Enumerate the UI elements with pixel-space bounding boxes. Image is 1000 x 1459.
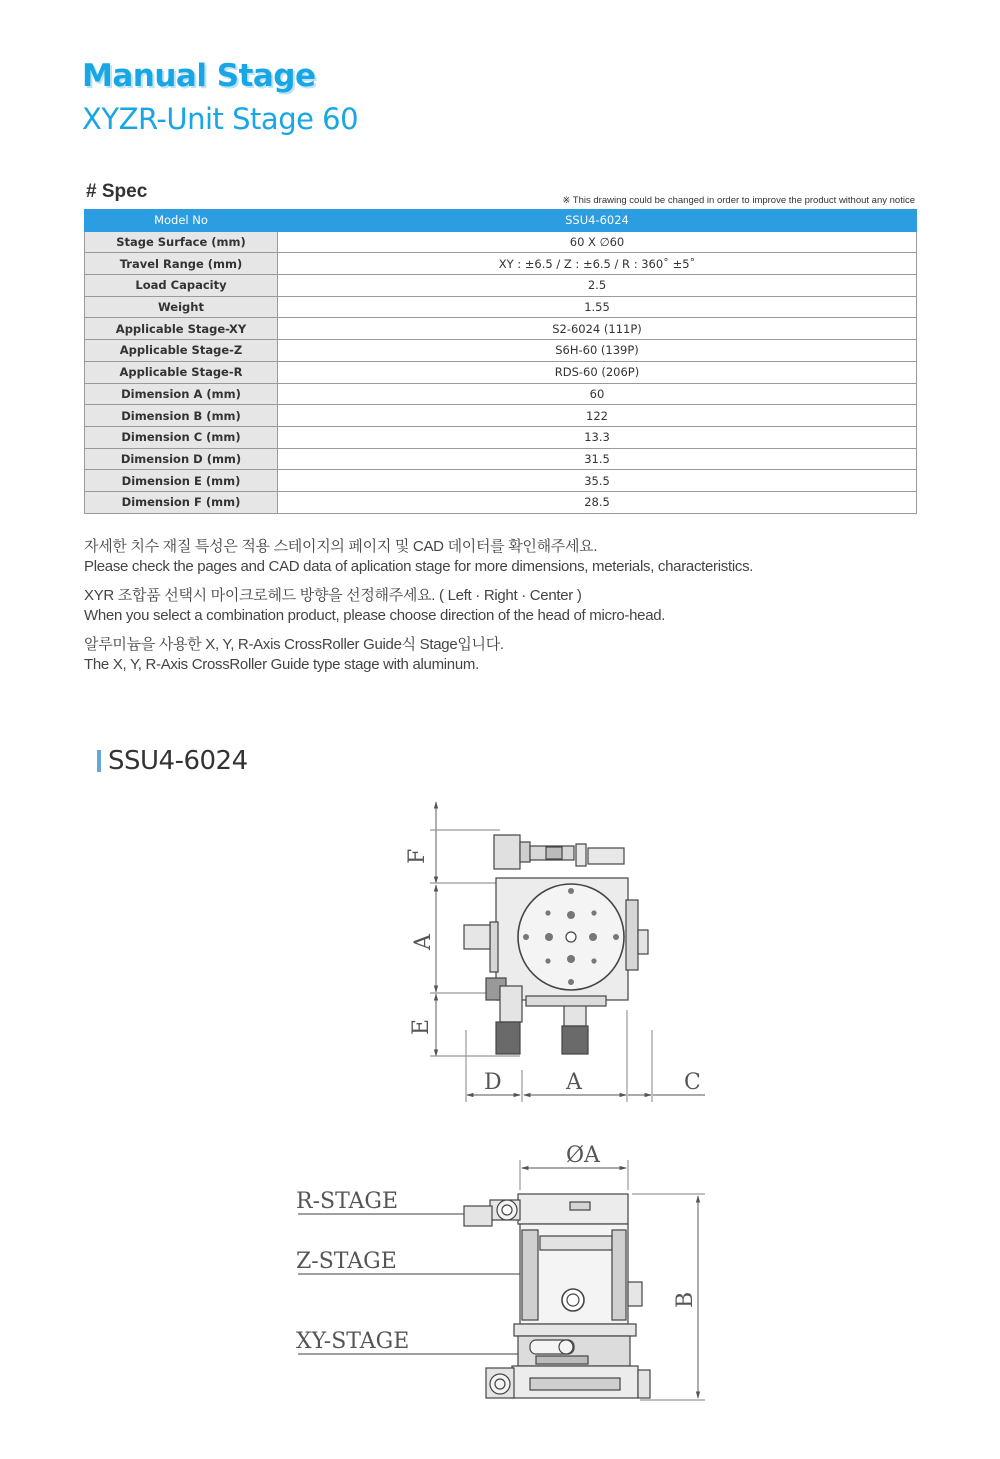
table-row bbox=[85, 275, 917, 297]
spec-value: RDS-60 (206P) bbox=[278, 361, 917, 383]
note-english: The X, Y, R-Axis CrossRoller Guide type stage with aluminum. bbox=[84, 655, 479, 673]
spec-value: 13.3 bbox=[278, 426, 917, 448]
spec-value: XY : ±6.5 / Z : ±6.5 / R : 360˚ ±5˚ bbox=[278, 253, 917, 275]
r-stage-label: R-STAGE bbox=[296, 1189, 399, 1214]
spec-value: 60 X ∅60 bbox=[278, 231, 917, 253]
table-row bbox=[85, 448, 917, 470]
spec-label: Dimension C (mm) bbox=[85, 426, 278, 448]
note-block bbox=[84, 635, 924, 674]
spec-label: Applicable Stage-Z bbox=[85, 340, 278, 362]
spec-label: Dimension F (mm) bbox=[85, 491, 278, 513]
table-row bbox=[85, 470, 917, 492]
dim-d-label: D bbox=[484, 1070, 502, 1095]
note-korean: 자세한 치수 재질 특성은 적용 스테이지의 페이지 및 CAD 데이터를 확인해주세요. bbox=[84, 538, 598, 555]
spec-value: 28.5 bbox=[278, 491, 917, 513]
spec-label: Applicable Stage-R bbox=[85, 361, 278, 383]
dim-a-bottom-label: A bbox=[566, 1070, 582, 1095]
spec-header-row bbox=[85, 210, 917, 232]
top-view-drawing bbox=[430, 802, 705, 1102]
dim-diameter-label: ØA bbox=[566, 1143, 600, 1168]
page-title: Manual Stage bbox=[82, 58, 316, 94]
model-name: SSU4-6024 bbox=[108, 746, 248, 776]
table-row bbox=[85, 296, 917, 318]
heading-bar bbox=[97, 750, 101, 772]
spec-value: 122 bbox=[278, 405, 917, 427]
table-row bbox=[85, 318, 917, 340]
dim-f-label: F bbox=[405, 848, 430, 864]
notes bbox=[84, 537, 924, 684]
xy-stage-label: XY-STAGE bbox=[296, 1329, 410, 1354]
dim-a-left-label: A bbox=[411, 934, 436, 950]
dim-e-label: E bbox=[409, 1018, 434, 1035]
table-row bbox=[85, 231, 917, 253]
spec-header-value: SSU4-6024 bbox=[278, 210, 917, 232]
dim-b-label: B bbox=[673, 1291, 698, 1308]
spec-value: S2-6024 (111P) bbox=[278, 318, 917, 340]
spec-label: Travel Range (mm) bbox=[85, 253, 278, 275]
table-row bbox=[85, 253, 917, 275]
spec-table bbox=[84, 209, 917, 514]
note-block bbox=[84, 537, 924, 576]
spec-label: Dimension E (mm) bbox=[85, 470, 278, 492]
spec-value: 60 bbox=[278, 383, 917, 405]
spec-value: 2.5 bbox=[278, 275, 917, 297]
spec-label: Dimension A (mm) bbox=[85, 383, 278, 405]
spec-value: 1.55 bbox=[278, 296, 917, 318]
spec-label: Stage Surface (mm) bbox=[85, 231, 278, 253]
spec-header-label: Model No bbox=[85, 210, 278, 232]
page-subtitle: XYZR-Unit Stage 60 bbox=[82, 102, 359, 136]
spec-label: Load Capacity bbox=[85, 275, 278, 297]
table-row bbox=[85, 361, 917, 383]
note-english: When you select a combination product, please choose direction of the head of micro-head. bbox=[84, 606, 666, 624]
spec-label: Dimension D (mm) bbox=[85, 448, 278, 470]
dim-c-label: C bbox=[684, 1070, 701, 1095]
note-korean: XYR 조합품 선택시 마이크로헤드 방향을 선정해주세요. ( Left · Right · Center ) bbox=[84, 587, 582, 604]
technical-drawing bbox=[0, 790, 1000, 1430]
spec-heading: # Spec bbox=[86, 181, 148, 202]
spec-value: 31.5 bbox=[278, 448, 917, 470]
spec-value: 35.5 bbox=[278, 470, 917, 492]
model-heading bbox=[97, 744, 248, 778]
note-english: Please check the pages and CAD data of aplication stage for more dimensions, meterials, characteristics. bbox=[84, 557, 754, 575]
table-row bbox=[85, 340, 917, 362]
spec-label: Applicable Stage-XY bbox=[85, 318, 278, 340]
table-row bbox=[85, 405, 917, 427]
z-stage-label: Z-STAGE bbox=[296, 1249, 397, 1274]
note-korean: 알루미늄을 사용한 X, Y, R-Axis CrossRoller Guide식 Stage입니다. bbox=[84, 636, 504, 653]
spec-label: Weight bbox=[85, 296, 278, 318]
table-row bbox=[85, 383, 917, 405]
table-row bbox=[85, 426, 917, 448]
note-block bbox=[84, 586, 924, 625]
table-row bbox=[85, 491, 917, 513]
notice-text: ※ This drawing could be changed in order to improve the product without any notice bbox=[562, 195, 915, 206]
spec-label: Dimension B (mm) bbox=[85, 405, 278, 427]
spec-value: S6H-60 (139P) bbox=[278, 340, 917, 362]
